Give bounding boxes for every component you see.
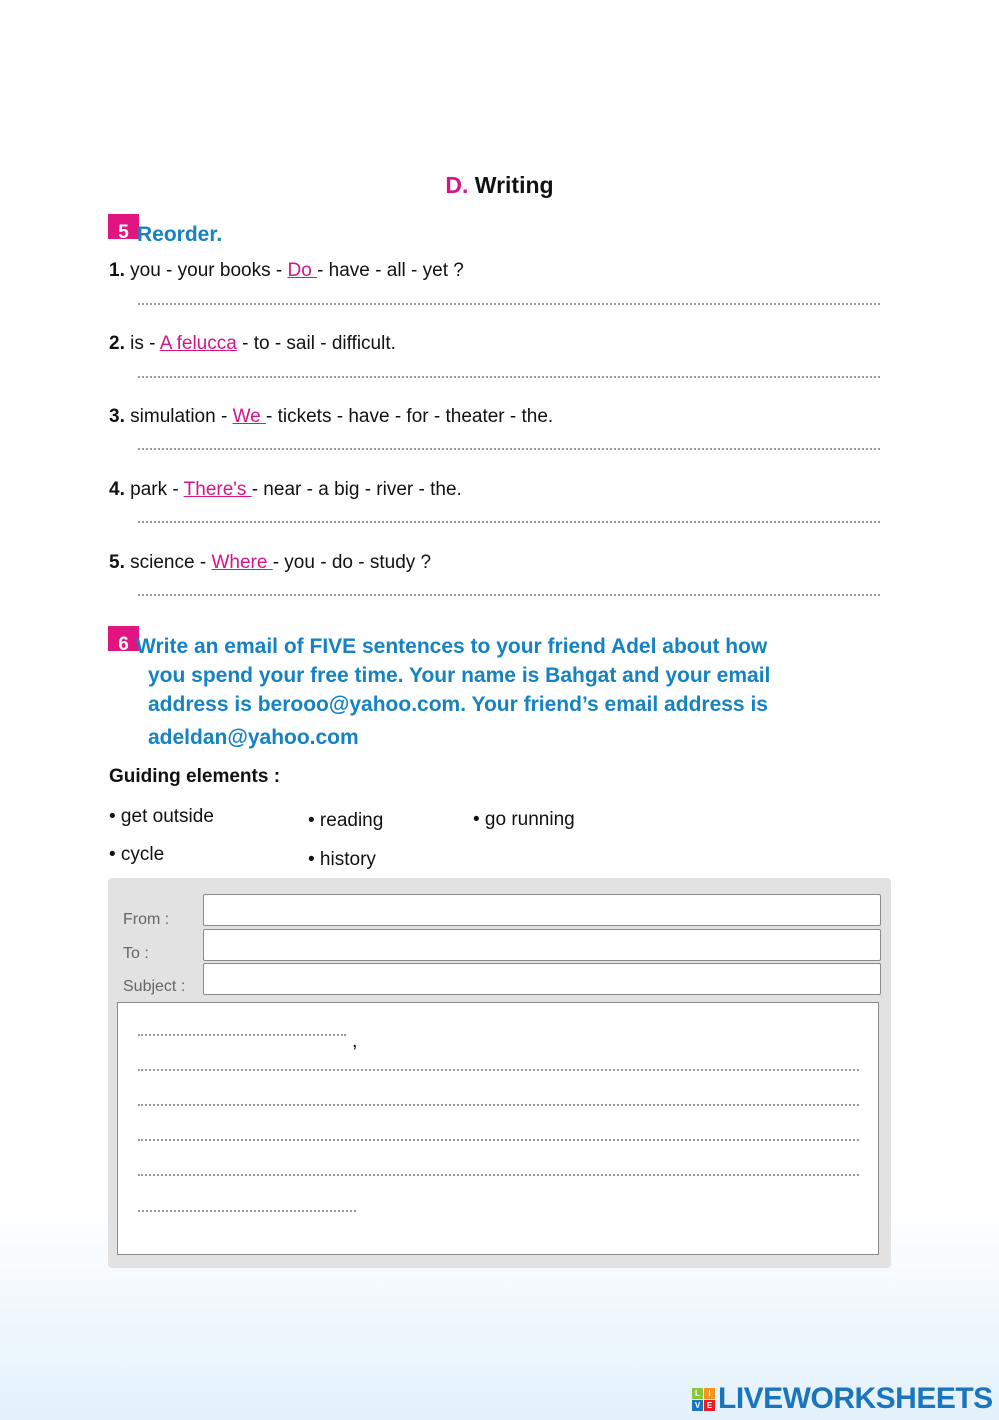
page-title (0, 172, 999, 199)
title-text: Writing (474, 172, 554, 198)
from-input[interactable] (203, 894, 881, 926)
subject-input[interactable] (203, 963, 881, 995)
answer-line-2[interactable] (138, 376, 880, 378)
reorder-highlight-5: Where (211, 552, 273, 573)
reorder-item-4: 4. park - There's - near - a big - river - the. (109, 479, 462, 500)
guide-go-running: • go running (473, 809, 575, 830)
body-line-4[interactable] (138, 1174, 859, 1176)
to-input[interactable] (203, 929, 881, 961)
logo-text: LIVEWORKSHEETS (718, 1382, 993, 1415)
answer-line-3[interactable] (138, 448, 880, 450)
logo-mark-icon: L I V E (692, 1388, 715, 1411)
reorder-highlight-1: Do (287, 260, 318, 281)
guide-get-outside: • get outside (109, 806, 214, 827)
guide-cycle: • cycle (109, 844, 165, 865)
answer-line-4[interactable] (138, 521, 880, 523)
section-5-badge: 5 (108, 214, 139, 239)
email-prompt (136, 632, 868, 752)
answer-line-1[interactable] (138, 303, 880, 305)
subject-label: Subject : (123, 978, 186, 995)
reorder-highlight-4: There's (183, 479, 252, 500)
prompt-line-3: address is berooo@yahoo.com. Your friend’s email address is (148, 693, 768, 716)
liveworksheets-logo (692, 1382, 993, 1416)
email-body[interactable] (117, 1002, 879, 1255)
reorder-item-3: 3. simulation - We - tickets - have - for - theater - the. (109, 406, 554, 427)
guide-history: • history (308, 849, 376, 870)
answer-line-5[interactable] (138, 594, 880, 596)
signature-line[interactable] (138, 1210, 356, 1212)
prompt-line-2: you spend your free time. Your name is Bahgat and your email (148, 664, 771, 687)
body-line-1[interactable] (138, 1069, 859, 1071)
reorder-highlight-2: A felucca (159, 333, 237, 354)
guiding-heading: Guiding elements : (109, 766, 281, 787)
section-5-title: Reorder. (137, 223, 223, 246)
greeting-line[interactable] (138, 1034, 346, 1036)
section-6-badge: 6 (108, 626, 139, 651)
reorder-highlight-3: We (232, 406, 266, 427)
reorder-item-2: 2. is - A felucca - to - sail - difficult. (109, 333, 396, 354)
reorder-item-1: 1. you - your books - Do - have - all - yet ? (109, 260, 464, 281)
title-letter: D. (445, 172, 469, 198)
reorder-item-5: 5. science - Where - you - do - study ? (109, 552, 432, 573)
body-line-2[interactable] (138, 1104, 859, 1106)
to-label: To : (123, 945, 149, 962)
guide-reading: • reading (308, 810, 384, 831)
prompt-line-4: adeldan@yahoo.com (148, 726, 359, 749)
greeting-comma: , (352, 1030, 358, 1052)
body-line-3[interactable] (138, 1139, 859, 1141)
from-label: From : (123, 911, 170, 928)
prompt-line-1: Write an email of FIVE sentences to your friend Adel about how (136, 635, 768, 658)
